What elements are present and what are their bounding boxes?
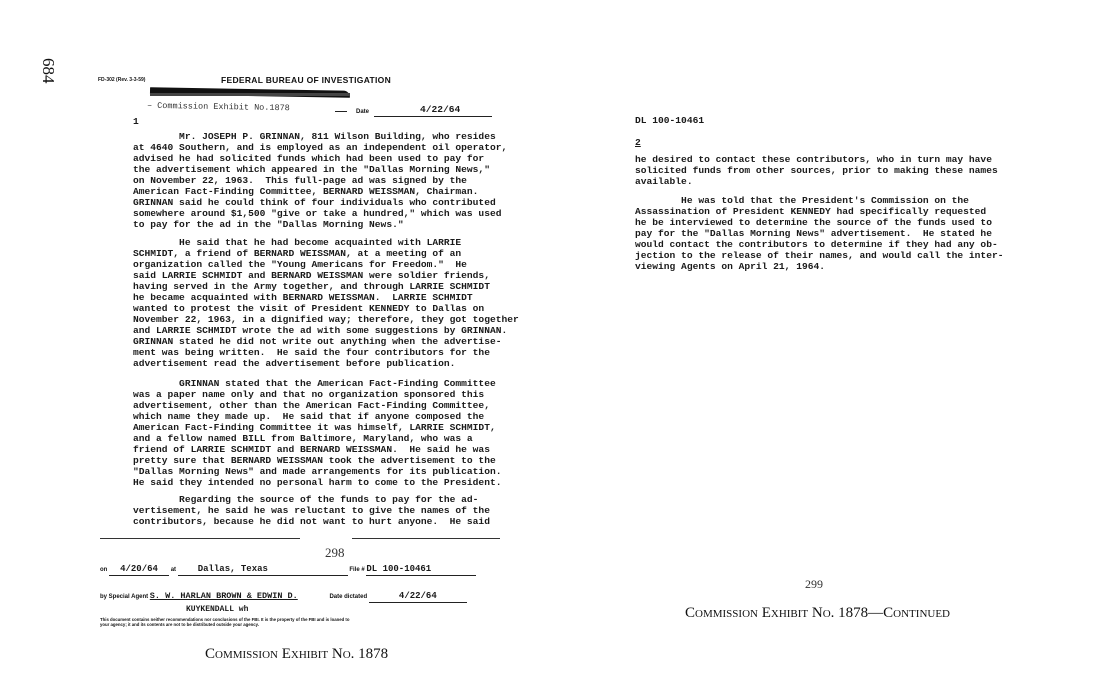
right-page-marker: 2: [635, 137, 641, 148]
date-dictated: 4/22/64: [369, 591, 467, 603]
exhibit-caption-right: Commission Exhibit No. 1878—Continued: [685, 605, 950, 621]
exhibit-caption-left: Commission Exhibit No. 1878: [205, 646, 389, 662]
right-file-number: DL 100-10461: [635, 115, 705, 126]
agents: S. W. HARLAN BROWN & EDWIN D.: [149, 591, 298, 601]
paragraph-3: GRINNAN stated that the American Fact-Finding Committee was a paper name only and that no organization sponsored this advertisement, other than the American Fact-Finding Committee, which name they made up. He said that if anyone composed the American Fact-Finding Committee it was himself, LARRIE SCHMIDT, and a fellow named BILL from Baltimore, Maryland, who was a friend of LARRIE SCHMIDT and BERNARD WEISSMAN. He said he was pretty sure that BERNARD WEISSMAN took the advertisement to the "Dallas Morning News" and made arrangements for its publication. He said they intended no personal harm to come to the President.: [133, 378, 502, 488]
paragraph-4: Regarding the source of the funds to pay for the ad- vertisement, he said he was reluctant to give the names of the contributors, because he did not want to hurt anyone. He said: [133, 494, 490, 527]
document-page: 684 FD-302 (Rev. 3-3-59) FEDERAL BUREAU OF INVESTIGATION – Commission Exhibit No.1878 Date 4/22/64 1 Mr. JOSEPH P. GRINNAN, 811 Wilson Building, who resides at 4640 Southern, and is employed as an independent oil operator, advised he had solicited funds which had been used to pay for the advertisement which appeared in the "Dallas Morning News," on November 22, 1963. This full-page ad was signed by the American Fact-Finding Committee, BERNARD WEISSMAN, Chairman. GRINNAN said he could think of four individuals who contributed somewhere around $1,500 "give or take a hundred," which was used to pay for the ad in the "Dallas Morning News." He said that he had become acquainted with LARRIE SCHMIDT, a friend of BERNARD WEISSMAN, at a meeting of an organization called the "Young Americans for Freedom." He said LARRIE SCHMIDT and BERNARD WEISSMAN were soldier friends, having served in the Army together, and through LARRIE SCHMIDT he became acquainted with BERNARD WEISSMAN. LARRIE SCHMIDT wanted to protest the visit of President KENNEDY to Dallas on November 22, 1963, in a dignified way; therefore, they got together and LARRIE SCHMIDT wrote the ad with some suggestions by GRINNAN. GRINNAN stated he did not write out anything when the advertise- ment was being written. He said the four contributors for the advertisement read the advertisement before publication. GRINNAN stated that the American Fact-Finding Committee was a paper name only and that no organization sponsored this advertisement, other than the American Fact-Finding Committee, which name they made up. He said that if anyone composed the American Fact-Finding Committee it was himself, LARRIE SCHMIDT, and a fellow named BILL from Baltimore, Maryland, who was a friend of LARRIE SCHMIDT and BERNARD WEISSMAN. He said he was pretty sure that BERNARD WEISSMAN took the advertisement to the "Dallas Morning News" and made arrangements for its publication. He said they intended no personal harm to come to the President. Regarding the source of the funds to pay for the ad- vertisement, he said he was reluctant to give the names of the contributors, because he did not want to hurt anyone. He said 298 on 4/20/64 at Dallas, Texas File # DL 100-10461 by Special Agent S. W. HARLAN BROWN & EDWIN D. Date dictated 4/22/64 KUYKENDALL wh This document contains neither recommendations nor conclusions of the FBI. It is the property of the FBI and is loaned to your agency; it and its contents are not to be distributed outside your agency. Commission Exhibit No. 1878 DL 100-10461 2 he desired to contact these contributors, who in turn may have solicited funds from other sources, prior to making these names available. He was told that the President's Commission on the Assassination of President KENNEDY had specifically requested he be interviewed to determine the source of the funds used to pay for the "Dallas Morning News" advertisement. He stated he would contact the contributors to determine if they had any ob- jection to the release of their names, and would call the inter- viewing Agents on April 21, 1964. 299 Commission Exhibit No. 1878—Continued: [0, 0, 1094, 691]
paragraph-1: Mr. JOSEPH P. GRINNAN, 811 Wilson Building, who resides at 4640 Southern, and is employed as an independent oil operator, advised he had solicited funds which had been used to pay for the advertisement which appeared in the "Dallas Morning News," on November 22, 1963. This full-page ad was signed by the American Fact-Finding Committee, BERNARD WEISSMAN, Chairman. GRINNAN said he could think of four individuals who contributed somewhere around $1,500 "give or take a hundred," which was used to pay for the ad in the "Dallas Morning News.": [133, 131, 508, 230]
rule-right: [352, 538, 500, 539]
right-sheet-number: 299: [805, 577, 823, 591]
interview-line: on 4/20/64 at Dallas, Texas File # DL 100-10461: [100, 564, 476, 576]
agents-continued: KUYKENDALL wh: [186, 605, 249, 614]
sheet-number: 298: [325, 545, 345, 560]
page-marker: 1: [133, 116, 139, 127]
right-paragraph-2: He was told that the President's Commission on the Assassination of President KENNEDY had specifically requested he be interviewed to determine the source of the funds used to pay for the "Dallas Morning News" advertisement. He stated he would contact the contributors to determine if they had any ob- jection to the release of their names, and would call the inter- viewing Agents on April 21, 1964.: [635, 195, 1004, 272]
date-underline: [374, 116, 492, 117]
redaction-bar-shadow: [150, 93, 350, 96]
paragraph-2: He said that he had become acquainted with LARRIE SCHMIDT, a friend of BERNARD WEISSMAN, at a meeting of an organization called the "Young Americans for Freedom." He said LARRIE SCHMIDT and BERNARD WEISSMAN were soldier friends, having served in the Army together, and through LARRIE SCHMIDT he became acquainted with BERNARD WEISSMAN. LARRIE SCHMIDT wanted to protest the visit of President KENNEDY to Dallas on November 22, 1963, in a dignified way; therefore, they got together and LARRIE SCHMIDT wrote the ad with some suggestions by GRINNAN. GRINNAN stated he did not write out anything when the advertise- ment was being written. He said the four contributors for the advertisement read the advertisement before publication.: [133, 237, 519, 369]
rule-left: [100, 538, 300, 539]
disclaimer: This document contains neither recommendations nor conclusions of the FBI. It is the property of the FBI and is loaned to your agency; it and its contents are not to be distributed outside your agency.: [100, 617, 350, 627]
file-number: DL 100-10461: [366, 564, 476, 576]
form-id: FD-302 (Rev. 3-3-59): [98, 77, 146, 83]
date-label: Date: [356, 109, 370, 115]
agency-title: FEDERAL BUREAU OF INVESTIGATION: [221, 75, 392, 85]
page-number: 684: [39, 58, 58, 84]
interview-location: Dallas, Texas: [178, 564, 348, 576]
report-date: 4/22/64: [420, 104, 461, 115]
exhibit-stamp: Commission Exhibit No.1878: [157, 100, 290, 114]
right-paragraph-1: he desired to contact these contributors, who in turn may have solicited funds from other sources, prior to making these names available.: [635, 154, 998, 187]
agent-line: by Special Agent S. W. HARLAN BROWN & EDWIN D. Date dictated 4/22/64: [100, 591, 467, 603]
dash: [335, 111, 347, 112]
interview-date: 4/20/64: [109, 564, 169, 576]
